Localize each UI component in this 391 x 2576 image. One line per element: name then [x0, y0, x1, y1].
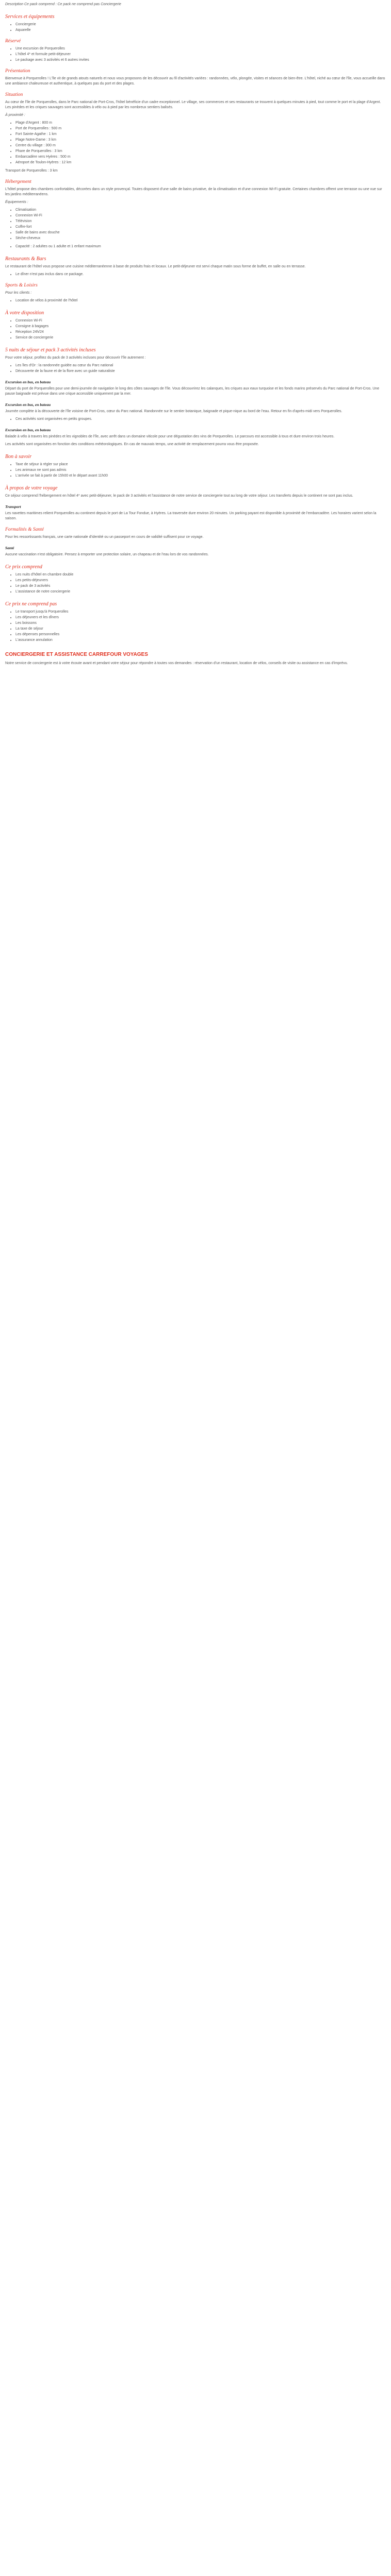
list-item: • La taxe de séjour	[15, 626, 386, 632]
list-item: • L'assistance de notre conciergerie	[15, 589, 386, 595]
presentation-text: Bienvenue à Porquerolles ! L'île vit de grands atouts naturels et nous vous proposons de les découvrir au fil d'activités variées : randonnées, vélo, plongée, visites et séances de bien-être. L'hôtel, niché au cœur de l'île, vous accueille dans une ambiance chaleureuse et authentique, à quelques pas du port et des plages.	[5, 77, 385, 86]
list-item: • Réception 24h/24	[15, 330, 386, 335]
propos-text: Ce séjour comprend l'hébergement en hôtel 4* avec petit-déjeuner, le pack de 3 activités et l'assistance de notre service de conciergerie tout au long de votre séjour. Les transferts depuis le continent ne sont pas inclus.	[5, 494, 353, 498]
list-item: • Le package avec 3 activités et 6 autres invites	[15, 58, 386, 63]
page	[0, 0, 391, 666]
bon-a-savoir-list	[5, 462, 386, 479]
list-item: • Les déjeuners et les dîners	[15, 615, 386, 620]
section-situation: Situation	[5, 92, 23, 97]
list-item: • Port de Porquerolles : 500 m	[15, 126, 386, 131]
list-item: • Capacité : 2 adultes ou 1 adulte et 1 enfant maximum	[15, 244, 386, 249]
excursion-3-title: Excursion en bus, en bateau	[5, 428, 51, 432]
disposition-list	[5, 318, 386, 341]
list-item: • Salle de bains avec douche	[15, 230, 386, 235]
list-item: • Découverte de la faune et de la flore avec un guide naturaliste	[15, 369, 386, 374]
list-item: • Climatisation	[15, 208, 386, 213]
list-item: • Une excursion de Porquerolles	[15, 46, 386, 52]
excursion-2-text: Journée complète à la découverte de l'île voisine de Port-Cros, cœur du Parc national. Randonnée sur le sentier botanique, baignade et pique-nique au bord de l'eau. Retour en fin d'après-midi vers Porquerolles.	[5, 410, 343, 413]
section-hebergement: Hébergement	[5, 179, 31, 184]
list-item: • Le transport jusqu'à Porquerolles	[15, 609, 386, 615]
list-item: • Aquarelle	[15, 28, 386, 33]
section-services: Services et équipements	[5, 14, 55, 20]
list-item: • Service de conciergerie	[15, 335, 386, 341]
list-item: • Fort Sainte-Agathe : 1 km	[15, 132, 386, 137]
section-disposition: À votre disposition	[5, 310, 44, 316]
section-activites: 5 nuits de séjour et pack 3 activités incluses	[5, 347, 96, 353]
section-reserved: Réservé	[5, 39, 21, 44]
intro-text: Description Ce pack comprend : Ce pack ne comprend pas Conciergerie	[5, 3, 121, 6]
list-item: • Consigne à bagages	[15, 324, 386, 329]
list-item: • Phare de Porquerolles : 3 km	[15, 149, 386, 154]
list-item: • Plage d'Argent : 800 m	[15, 121, 386, 126]
list-item: • Ces activités sont organisées en petits groupes.	[15, 417, 386, 422]
reserved-list	[5, 46, 386, 63]
sante-text: Aucune vaccination n'est obligatoire. Pensez à emporter une protection solaire, un chapeau et de l'eau lors de vos randonnées.	[5, 553, 209, 556]
excursion-2-title: Excursion en bus, en bateau	[5, 402, 51, 407]
list-item: • Les nuits d'hôtel en chambre double	[15, 572, 386, 578]
prix-inclus-list	[5, 572, 386, 595]
section-prix-inclus: Ce prix comprend	[5, 564, 42, 570]
list-item: • Coffre-fort	[15, 225, 386, 230]
equipements-list	[5, 208, 386, 241]
list-item: • Aéroport de Toulon-Hyères : 12 km	[15, 160, 386, 165]
list-item: • Les dépenses personnelles	[15, 632, 386, 637]
excursion-1-title: Excursion en bus, en bateau	[5, 380, 51, 384]
section-sports: Sports & Loisirs	[5, 283, 38, 288]
transport-title: Transport	[5, 504, 21, 509]
list-item: • Les îles d'Or : la randonnée guidée au cœur du Parc national	[15, 363, 386, 368]
list-item: • Télévision	[15, 219, 386, 224]
list-item: • Location de vélos à proximité de l'hôtel	[15, 298, 386, 303]
sante-title: Santé	[5, 546, 14, 550]
list-item: • Connexion Wi-Fi	[15, 318, 386, 324]
list-item: • Embarcadère vers Hyères : 500 m	[15, 155, 386, 160]
list-item: • L'hôtel 4* et formule petit-déjeuner	[15, 52, 386, 57]
section-formalites: Formalités & Santé	[5, 527, 44, 532]
list-item: • Taxe de séjour à régler sur place	[15, 462, 386, 467]
conciergerie-text: Notre service de conciergerie est à votre écoute avant et pendant votre séjour pour répondre à toutes vos demandes : réservation d'un restaurant, location de vélos, conseils de visite ou assistance en cas d'imprévu.	[5, 662, 348, 665]
section-bon-a-savoir: Bon à savoir	[5, 454, 32, 460]
list-item: • Sèche-cheveux	[15, 236, 386, 241]
proximity-label: À proximité :	[5, 113, 25, 117]
situation-text: Au cœur de l'île de Porquerolles, dans le Parc national de Port-Cros, l'hôtel bénéficie d'un cadre exceptionnel. Le village, ses commerces et ses restaurants se trouvent à quelques minutes à pied, tout comme le port et la plage d'Argent. Les pinèdes et les criques sauvages sont accessibles à vélo ou à pied par les nombreux sentiers balisés.	[5, 100, 381, 109]
groupes-list	[5, 417, 386, 422]
activites-text: Pour votre séjour, profitez du pack de 3 activités incluses pour découvrir l'île autrement :	[5, 356, 146, 360]
restaurants-list	[5, 272, 386, 277]
equipements-label: Équipements :	[5, 200, 28, 204]
capacity-list	[5, 244, 386, 249]
list-item: • Le pack de 3 activités	[15, 584, 386, 589]
formalites-text: Pour les ressortissants français, une carte nationale d'identité ou un passeport en cours de validité suffisent pour ce voyage.	[5, 535, 204, 539]
sports-list	[5, 298, 386, 303]
section-prix-exclus: Ce prix ne comprend pas	[5, 601, 57, 607]
list-item: • Connexion Wi-Fi	[15, 213, 386, 218]
excursion-1-text: Départ du port de Porquerolles pour une demi-journée de navigation le long des côtes sauvages de l'île. Vous découvrirez les calanques, les criques aux eaux turquoise et les fonds marins préservés du Parc national de Port-Cros. Une pause baignade est prévue dans une crique accessible uniquement par la mer.	[5, 387, 380, 396]
proximity-list	[5, 121, 386, 165]
activites-list	[5, 363, 386, 374]
transport2-text: Les navettes maritimes relient Porquerolles au continent depuis le port de La Tour Fondue, à Hyères. La traversée dure environ 20 minutes. Un parking payant est disponible à proximité de l'embarcadère. Les horaires varient selon la saison.	[5, 512, 377, 520]
conciergerie-title: CONCIERGERIE ET ASSISTANCE CARREFOUR VOYAGES	[5, 652, 148, 657]
section-presentation: Présentation	[5, 69, 30, 74]
hebergement-text: L'hôtel propose des chambres confortables, décorées dans un style provençal. Toutes disposent d'une salle de bains privative, de la climatisation et d'une connexion Wi-Fi gratuite. Certaines chambres offrent une terrasse ou une vue sur les jardins méditerranéens.	[5, 188, 382, 196]
excursion-3-text: Balade à vélo à travers les pinèdes et les vignobles de l'île, avec arrêt dans un domaine viticole pour une dégustation des vins de Porquerolles. Le parcours est accessible à tous et dure environ trois heures.	[5, 435, 335, 438]
list-item: • Centre du village : 300 m	[15, 143, 386, 148]
list-item: • Les petits-déjeuners	[15, 578, 386, 583]
list-item: • Les animaux ne sont pas admis	[15, 468, 386, 473]
list-item: • L'assurance annulation	[15, 638, 386, 643]
list-item: • L'arrivée se fait à partir de 15h00 et le départ avant 11h00	[15, 473, 386, 479]
list-item: • Plage Notre-Dame : 3 km	[15, 138, 386, 143]
infos-text: Les activités sont organisées en fonction des conditions météorologiques. En cas de mauvais temps, une activité de remplacement pourra vous être proposée.	[5, 443, 259, 446]
list-item: • Les boissons	[15, 621, 386, 626]
section-propos: À propos de votre voyage	[5, 485, 58, 491]
sports-sub: Pour les clients :	[5, 291, 32, 295]
transport-text: Transport de Porquerolles : 3 km	[5, 169, 58, 173]
services-list	[5, 22, 386, 33]
list-item: • Conciergerie	[15, 22, 386, 27]
list-item: • Le dîner n'est pas inclus dans ce package.	[15, 272, 386, 277]
prix-exclus-list	[5, 609, 386, 643]
section-restaurants: Restaurants & Bars	[5, 256, 46, 262]
restaurants-text: Le restaurant de l'hôtel vous propose une cuisine méditerranéenne à base de produits frais et locaux. Le petit-déjeuner est servi chaque matin sous forme de buffet, en salle ou en terrasse.	[5, 265, 306, 268]
